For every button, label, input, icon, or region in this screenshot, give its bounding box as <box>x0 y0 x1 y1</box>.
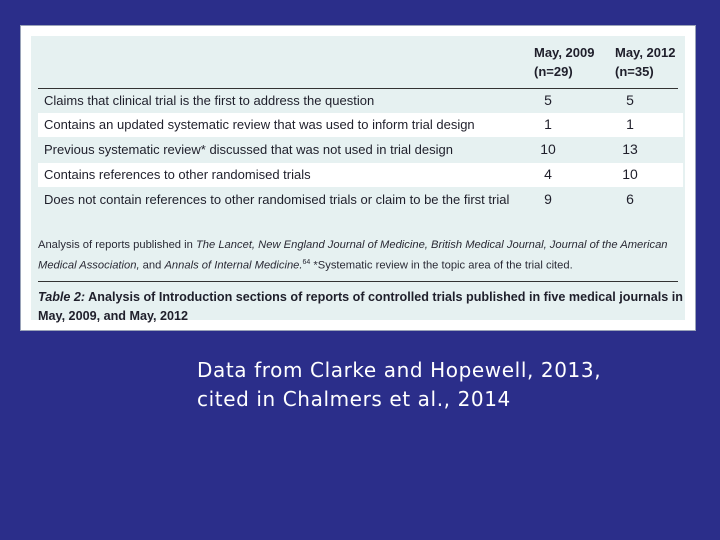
value-2009: 4 <box>544 166 552 182</box>
table-footnote: Analysis of reports published in The Lancet, New England Journal of Medicine, British Medical Journal, Journal of the American Medical Association, and Annals of Internal Medicine.$^{64}$ *Systematic review in the topic area of the trial cited. <box>38 239 668 272</box>
table-row <box>38 188 683 212</box>
column-header-2012: May, 2012 (n=35) <box>615 45 676 79</box>
row-label: Contains an updated systematic review that was used to inform trial design <box>44 117 475 132</box>
table-row <box>38 163 683 187</box>
caption-divider <box>38 281 678 282</box>
value-2012: 13 <box>622 141 638 157</box>
row-label: Previous systematic review* discussed that was not used in trial design <box>44 142 453 157</box>
column-header-2009: May, 2009 (n=29) <box>534 45 595 79</box>
value-2012: 6 <box>626 191 634 207</box>
source-citation: Data from Clarke and Hopewell, 2013, cited in Chalmers et al., 2014 <box>197 358 602 411</box>
value-2009: 1 <box>544 116 552 132</box>
row-label: Claims that clinical trial is the first to address the question <box>44 93 375 108</box>
table-row <box>38 113 683 137</box>
table-row <box>38 138 683 162</box>
table-card <box>20 25 696 331</box>
table-caption: Table 2: Analysis of Introduction sections of reports of controlled trials published in five medical journals in May, 2009, and May, 2012 <box>38 290 683 323</box>
row-label: Contains references to other randomised trials <box>44 167 311 182</box>
value-2012: 1 <box>626 116 634 132</box>
value-2009: 5 <box>544 92 552 108</box>
value-2009: 10 <box>540 141 556 157</box>
table-panel <box>31 36 685 323</box>
value-2012: 5 <box>626 92 634 108</box>
row-label: Does not contain references to other randomised trials or claim to be the first trial <box>44 192 510 207</box>
value-2009: 9 <box>544 191 552 207</box>
value-2012: 10 <box>622 166 638 182</box>
table-row <box>38 89 683 113</box>
